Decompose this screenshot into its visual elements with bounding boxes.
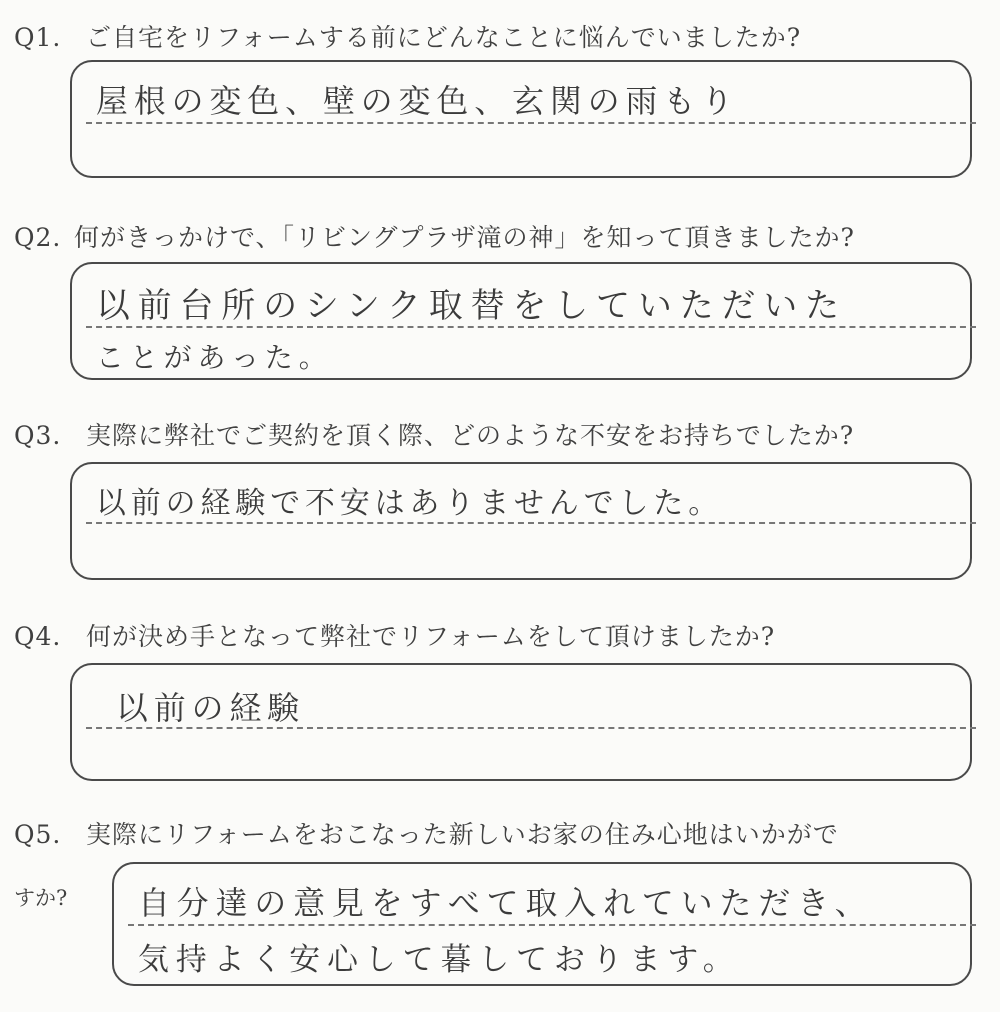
question-text: 実際にリフォームをおこなった新しいお家の住み心地はいかがで: [86, 820, 839, 849]
answer-line-1: 以前台所のシンク取替をしていただいた: [96, 286, 847, 326]
question-number: Q3.: [14, 421, 62, 450]
question-number: Q4.: [14, 622, 62, 651]
question-number: Q1.: [14, 23, 62, 52]
answer-line-1: 以前の経験: [116, 689, 306, 727]
answer-box-3: [70, 462, 972, 580]
question-4: [14, 617, 775, 653]
question-number: Q2.: [14, 223, 62, 252]
question-2: [14, 218, 855, 254]
question-text: 実際に弊社でご契約を頂く際、どのような不安をお持ちでしたか?: [86, 421, 855, 450]
question-text: 何が決め手となって弊社でリフォームをして頂けましたか?: [86, 622, 776, 651]
question-text: 何がきっかけで、「リビングプラザ滝の神」を知って頂きましたか?: [74, 223, 855, 252]
answer-box-2: [70, 262, 972, 380]
question-text: ご自宅をリフォームする前にどんなことに悩んでいましたか?: [86, 23, 802, 52]
answer-rule: [86, 522, 976, 524]
question-5: [14, 815, 839, 851]
question-number: Q5.: [14, 820, 62, 849]
answer-rule: [86, 122, 976, 124]
answer-line-1: 以前の経験で不安はありませんでした。: [96, 486, 724, 521]
answer-line-2: 気持よく安心して暮しております。: [138, 942, 741, 978]
answer-box-1: [70, 60, 972, 178]
answer-rule: [128, 924, 976, 926]
answer-line-1: 自分達の意見をすべて取入れていただき、: [138, 884, 874, 922]
answer-line-1: 屋根の変色、壁の変色、玄関の雨もり: [96, 82, 740, 120]
question-1: [14, 18, 801, 54]
answer-box-5: [112, 862, 972, 986]
answer-box-4: [70, 663, 972, 781]
question-5-continuation: すか?: [14, 886, 68, 910]
question-3: [14, 416, 854, 452]
answer-line-2: ことがあった。: [96, 341, 333, 374]
